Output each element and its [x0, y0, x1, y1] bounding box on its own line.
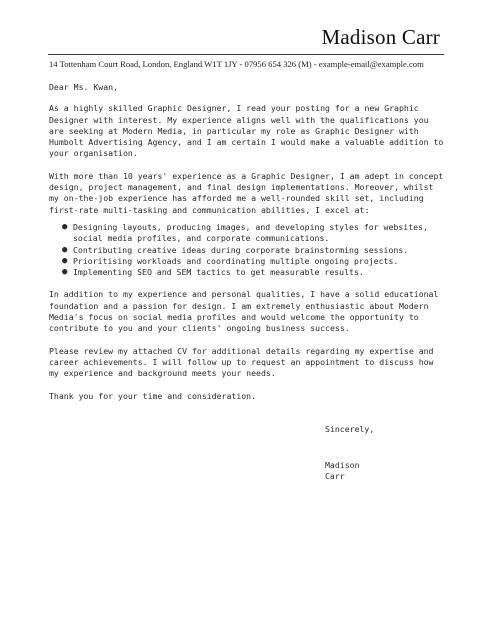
bullet-icon: ● — [62, 221, 68, 232]
list-item-text: Implementing SEO and SEM tactics to get measurable results. — [73, 267, 364, 278]
letter-greeting: Dear Ms. Kwan, — [49, 82, 119, 92]
sender-contact-info: 14 Tottenham Court Road, London, England W1T 1JY - 07956 654 326 (M) - example-email@example.com — [49, 59, 424, 69]
list-item — [62, 222, 447, 245]
letter-sign-off: Sincerely, — [325, 424, 375, 434]
list-item — [62, 267, 447, 278]
letter-signature — [325, 460, 360, 483]
bullet-icon: ● — [62, 267, 68, 278]
letter-paragraph-education: In addition to my experience and personal qualities, I have a solid educational foundation and a passion for design. I am extremely enthusiastic about Modern Media's focus on social media profiles and would welcome the opportunity to contribute to you and your clients' ongoing business success. — [49, 289, 439, 334]
letter-paragraph-intro: As a highly skilled Graphic Designer, I read your posting for a new Graphic Designer with interest. My experience aligns well with the qualifications you are seeking at Modern Media, in particular my role as Graphic Designer with Humbolt Advertising Agency, and I am certain I would make a valuable addition to your organisation. — [49, 103, 444, 159]
list-item — [62, 256, 447, 267]
signature-first-name: Madison — [325, 460, 360, 470]
header-divider — [48, 54, 444, 55]
sender-name: Madison Carr — [321, 25, 440, 49]
list-item-text: Designing layouts, producing images, and developing styles for websites, social media profiles, and corporate communications. — [73, 221, 428, 244]
letter-paragraph-thanks: Thank you for your time and consideration. — [49, 390, 257, 401]
list-item — [62, 245, 447, 256]
list-item-text: Contributing creative ideas during corporate brainstorming sessions. — [73, 244, 409, 255]
signature-last-name: Carr — [325, 471, 345, 482]
bullet-icon: ● — [62, 244, 68, 255]
letter-paragraph-experience: With more than 10 years' experience as a Graphic Designer, I am adept in concept design, project management, and final design implementations. Moreover, whilst my on-the-job experience has afforded me a well-rounded skill set, including first-rate multi-tasking and communication abilities, I excel at: — [49, 170, 444, 215]
letter-body — [49, 82, 447, 413]
skills-list — [49, 222, 447, 278]
letter-paragraph-follow-up: Please review my attached CV for additional details regarding my expertise and career achievements. I will follow up to request an appointment to discuss how my experience and background meets your needs. — [49, 345, 434, 379]
list-item-text: Prioritising workloads and coordinating multiple ongoing projects. — [73, 255, 399, 266]
bullet-icon: ● — [62, 255, 68, 266]
